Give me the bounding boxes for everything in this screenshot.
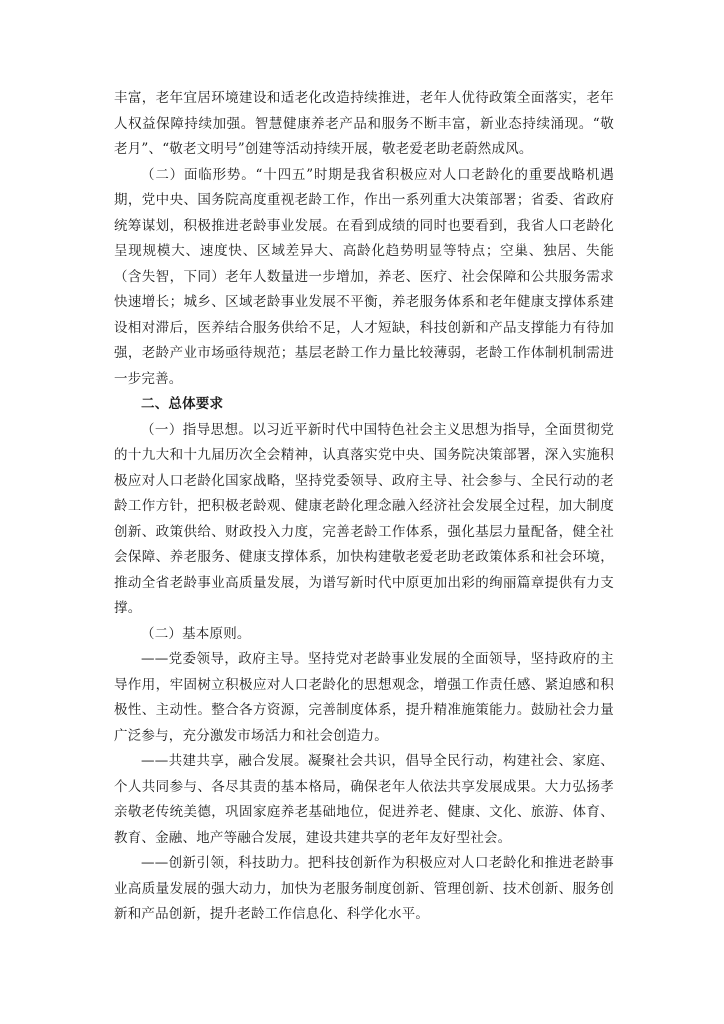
paragraph-basic-principles-heading: （二）基本原则。 [141, 625, 251, 642]
paragraph-principle-co-construction: ——共建共享，融合发展。凝聚社会共识，倡导全民行动，构建社会、家庭、个人共同参与、各尽其责的基本格局，确保老年人依法共享发展成果。大力弘扬孝亲敬老传统美德，巩固家庭养老基础地位，促进养老、健康、文化、旅游、体育、教育、金融、地产等融合发展，建设共建共享的老年友好型社会。 [114, 753, 614, 846]
document-body [114, 86, 614, 928]
paragraph-principle-party-leadership: ——党委领导，政府主导。坚持党对老龄事业发展的全面领导，坚持政府的主导作用，牢固树立积极应对人口老龄化的思想观念，增强工作责任感、紧迫感和积极性、主动性。整合各方资源，完善制度体系，提升精准施策能力。鼓励社会力量广泛参与，充分激发市场活力和社会创造力。 [114, 651, 614, 744]
paragraph-challenges: （二）面临形势。“十四五”时期是我省积极应对人口老龄化的重要战略机遇期，党中央、国务院高度重视老龄工作，作出一系列重大决策部署；省委、省政府统筹谋划，积极推进老龄事业发展。在看到成绩的同时也要看到，我省人口老龄化呈现规模大、速度快、区域差异大、高龄化趋势明显等特点；空巢、独居、失能（含失智，下同）老年人数量进一步增加，养老、医疗、社会保障和公共服务需求快速增长；城乡、区域老龄事业发展不平衡，养老服务体系和老年健康支撑体系建设相对滞后，医养结合服务供给不足，人才短缺，科技创新和产品支撑能力有待加强，老龄产业市场亟待规范；基层老龄工作力量比较薄弱，老龄工作体制机制需进一步完善。 [114, 166, 614, 387]
paragraph-principle-innovation: ——创新引领，科技助力。把科技创新作为积极应对人口老龄化和推进老龄事业高质量发展的强大动力，加快为老服务制度创新、管理创新、技术创新、服务创新和产品创新，提升老龄工作信息化、科学化水平。 [114, 855, 614, 922]
paragraph-guiding-ideology: （一）指导思想。以习近平新时代中国特色社会主义思想为指导，全面贯彻党的十九大和十九届历次全会精神，认真落实党中央、国务院决策部署，深入实施积极应对人口老龄化国家战略，坚持党委领导、政府主导、社会参与、全民行动的老龄工作方针，把积极老龄观、健康老龄化理念融入经济社会发展全过程，加大制度创新、政策供给、财政投入力度，完善老龄工作体系，强化基层力量配备，健全社会保障、养老服务、健康支撑体系，加快构建敬老爱老助老政策体系和社会环境，推动全省老龄事业高质量发展，为谱写新时代中原更加出彩的绚丽篇章提供有力支撑。 [114, 421, 614, 616]
paragraph-continuation: 丰富，老年宜居环境建设和适老化改造持续推进，老年人优待政策全面落实，老年人权益保障持续加强。智慧健康养老产品和服务不断丰富，新业态持续涌现。“敬老月”、“敬老文明号”创建等活动持续开展，敬老爱老助老蔚然成风。 [114, 90, 614, 157]
section-heading-general-requirements: 二、总体要求 [141, 396, 224, 412]
